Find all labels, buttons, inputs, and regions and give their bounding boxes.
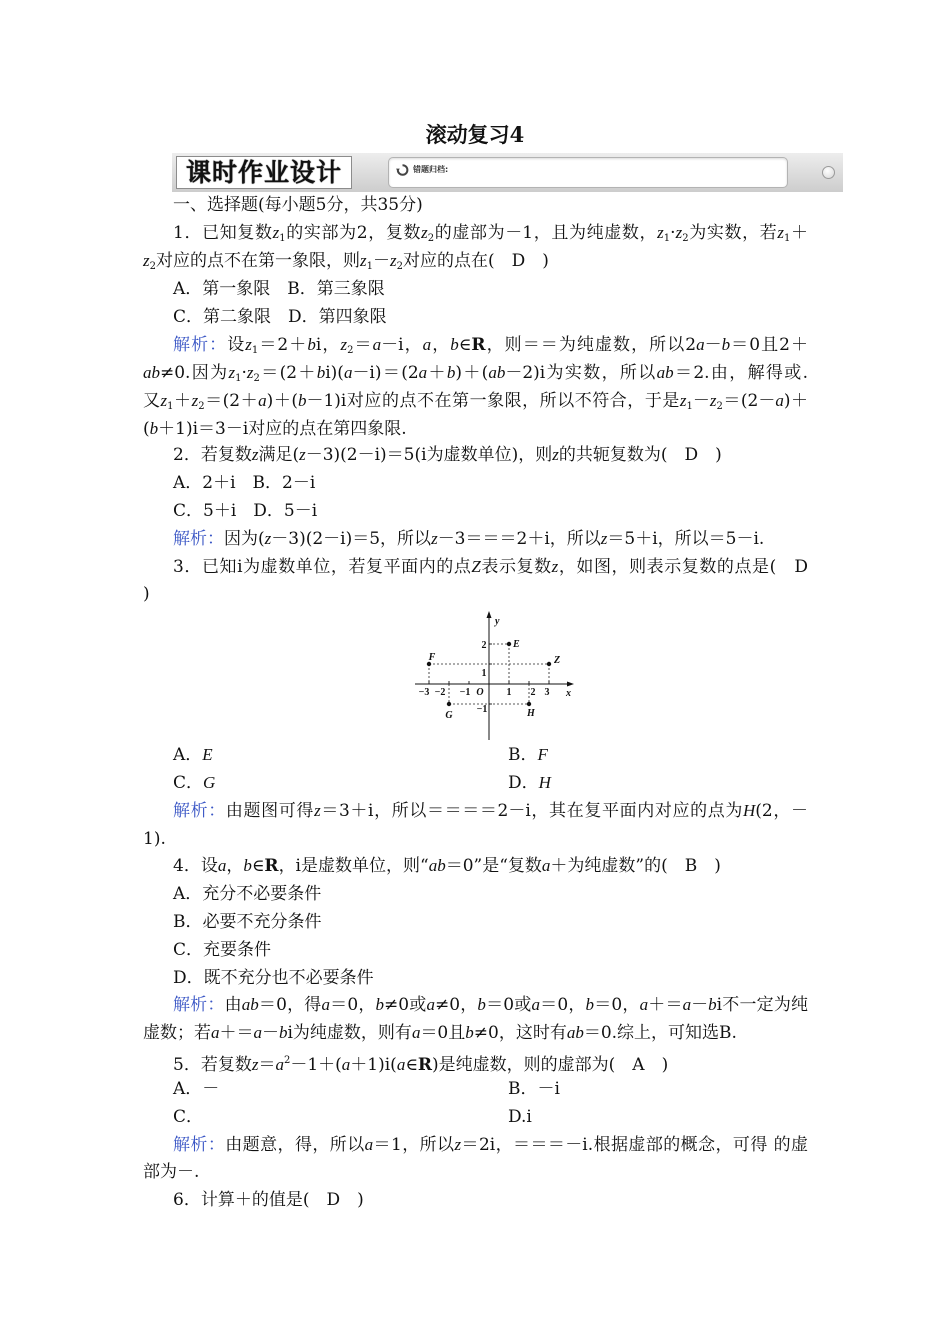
text-run: b [297, 391, 307, 410]
question-4-option-c [173, 940, 271, 960]
text-run: － [691, 995, 709, 1015]
x-tick-label: 2 [530, 687, 536, 698]
text-run: z [246, 363, 254, 382]
question-4-option-b [173, 912, 322, 932]
text-run: B．必要不充分条件 [173, 912, 322, 932]
x-tick-label: 1 [506, 687, 512, 698]
text-run: F [537, 745, 548, 764]
text-run: ≠0或 [384, 995, 427, 1015]
text-run: 由题图可得 [225, 801, 315, 821]
text-run: ∈ [251, 856, 265, 876]
point-h-label: H [527, 708, 535, 719]
text-run: b [375, 995, 385, 1014]
text-run: ＝0， [329, 995, 376, 1015]
text-run: ≠0， [434, 995, 478, 1015]
text-run: C． [173, 1107, 204, 1127]
text-run: C．第二象限 D．第四象限 [173, 307, 387, 327]
text-run: 的共轭复数为( D ) [558, 445, 722, 465]
text-run: 1．已知复数 [173, 223, 273, 243]
text-run: z [551, 557, 559, 576]
text-run: z [272, 223, 280, 242]
text-run: ，如图，则表示复数的点是( D [558, 557, 808, 577]
question-3-line [173, 557, 808, 577]
text-run: a [396, 1055, 406, 1074]
x-tick-label: 3 [544, 687, 550, 698]
analysis-1-line [173, 335, 808, 361]
text-run: z [143, 251, 150, 270]
banner-heading: 课时作业设计 [176, 156, 352, 189]
text-run: 1 [279, 233, 286, 244]
text-run: ＝0， [539, 995, 586, 1015]
text-run: 2 [716, 401, 723, 412]
question-1-options [173, 279, 385, 299]
text-run: ab [241, 995, 259, 1014]
analysis-4-line [173, 995, 808, 1015]
y-tick-label: 2 [481, 640, 487, 651]
text-run: · [241, 363, 247, 383]
text-run: ＝0或 [485, 995, 532, 1015]
text-run: 的虚部为－1，且为纯虚数， [434, 223, 658, 243]
text-run: ＝(2＋ [204, 391, 259, 411]
text-run: a [422, 335, 432, 354]
point-e-label: E [513, 639, 520, 650]
text-run: a [418, 363, 428, 382]
text-run: z [657, 223, 664, 242]
archive-label: 错题归档: [413, 165, 449, 174]
text-run: － [373, 251, 390, 271]
text-run: 满足( [258, 445, 300, 465]
text-run: 虚数；若 [143, 1023, 211, 1043]
text-run: ，则＝＝为纯虚数，所以2 [485, 335, 697, 355]
text-run: ( [143, 419, 150, 439]
text-run: ) [143, 584, 150, 604]
text-run: a [775, 391, 784, 410]
text-run: b [450, 335, 459, 354]
text-run: ≠0，这时有 [473, 1023, 567, 1043]
text-run: 2 [682, 233, 689, 244]
text-run: － [692, 391, 710, 411]
text-run: a [321, 995, 330, 1014]
text-run: a [217, 856, 227, 875]
question-3-line [143, 584, 150, 604]
text-run: i， [315, 335, 341, 355]
text-run: z [251, 1055, 259, 1074]
text-run: D． [508, 773, 539, 793]
text-run: i不一定为纯 [716, 995, 809, 1015]
question-4-line [173, 856, 721, 876]
page-title: 滚动复习4 [425, 122, 525, 147]
text-run: R [471, 335, 486, 355]
text-run: Z [471, 557, 481, 576]
text-run: i为纯虚数，则有 [287, 1023, 412, 1043]
text-run: z [431, 529, 438, 548]
text-run: z [777, 223, 784, 242]
analysis-3-line [173, 801, 808, 821]
text-run: R [264, 856, 279, 876]
text-run: a [211, 1023, 220, 1042]
point-h [527, 702, 531, 706]
text-run: z [228, 363, 236, 382]
question-2-line [173, 445, 722, 465]
text-run: －i， [381, 335, 423, 355]
text-run: ＋为纯虚数”的( B ) [550, 856, 721, 876]
text-run: b [585, 995, 595, 1014]
point-z [547, 662, 551, 666]
point-g-label: G [445, 710, 453, 721]
text-run: ＝0， [594, 995, 640, 1015]
question-1-options [173, 307, 387, 327]
text-run: z [191, 391, 199, 410]
text-run: A．－ [173, 1079, 220, 1099]
text-run: 2．若复数 [173, 445, 252, 465]
text-run: H [743, 801, 756, 820]
text-run: ab [488, 363, 506, 382]
text-run: (2，－ [755, 801, 809, 821]
text-run: ab [566, 1023, 584, 1042]
x-axis-label: x [566, 688, 571, 699]
text-run: ＋1)i＝3－i对应的点在第四象限. [158, 419, 407, 439]
x-axis-arrow [567, 682, 574, 687]
text-run: ＝2i，＝＝＝－i.根据虚部的概念，可得 的虚 [461, 1135, 809, 1155]
question-3-option-b [508, 745, 548, 765]
origin-label: O [476, 687, 484, 698]
question-3-option-c [173, 773, 215, 793]
text-run: z [264, 529, 272, 548]
question-5-option-d [508, 1107, 532, 1127]
text-run: A． [173, 745, 203, 765]
section-heading [173, 195, 423, 215]
text-run: ＋ [427, 363, 447, 383]
text-run: G [203, 773, 216, 792]
text-run: z [299, 445, 306, 464]
text-run: 1 [235, 373, 242, 384]
text-run: C． [173, 773, 204, 793]
text-run: a [341, 1055, 351, 1074]
text-run: －i)＝(2 [352, 363, 419, 383]
text-run: －3＝＝＝2＋i，所以 [437, 529, 601, 549]
text-run: ＝1，所以 [373, 1135, 455, 1155]
text-run: )是纯虚数，则的虚部为( A ) [432, 1055, 669, 1075]
text-run: ＝0且2＋ [730, 335, 809, 355]
text-run: b [316, 363, 326, 382]
text-run: C．充要条件 [173, 940, 272, 960]
text-run: 3．已知i为虚数单位，若复平面内的点 [173, 557, 472, 577]
text-run: 2 [347, 345, 354, 356]
question-4-option-d [173, 968, 374, 988]
text-run: b [465, 1023, 474, 1042]
text-run: ＝ [258, 1055, 276, 1075]
text-run: B． [508, 745, 538, 765]
point-z-label: Z [554, 655, 561, 666]
text-run: ＝5＋i，所以＝5－i. [607, 529, 765, 549]
text-run: 1 [783, 233, 791, 244]
y-axis-label: y [495, 616, 500, 627]
text-run: －1)i对应的点不在第一象限，所以不符合，于是 [306, 391, 680, 411]
text-run: 5．若复数 [173, 1055, 252, 1075]
circle-icon [822, 166, 835, 179]
text-run: ＝0”是“复数 [445, 856, 542, 876]
question-2-options [173, 501, 317, 521]
analysis-1-line [143, 391, 808, 417]
text-run: D.i [508, 1107, 532, 1127]
text-run: 2 [427, 233, 435, 244]
analysis-4-line [143, 1023, 737, 1043]
text-run: 2 [198, 401, 205, 412]
text-run: 又 [143, 391, 161, 411]
text-run: 表示复数 [480, 557, 552, 577]
text-run: 对应的点不在第一象限，则 [156, 251, 360, 271]
text-run: b [477, 995, 486, 1014]
text-run: B．－i [508, 1079, 560, 1099]
text-run: z [454, 1135, 462, 1154]
question-3-option-d [508, 773, 551, 793]
analysis-1-line [143, 363, 808, 389]
text-run: 因为( [224, 529, 265, 549]
question-2-options [173, 473, 315, 493]
text-run: z [251, 445, 259, 464]
text-run: 由 [224, 995, 242, 1015]
text-run: ≠0.因为 [160, 363, 229, 383]
text-run: b [243, 856, 252, 875]
text-run: z [421, 223, 428, 242]
text-run: ， [226, 856, 244, 876]
text-run: a [639, 995, 649, 1014]
text-run: 4．设 [173, 856, 218, 876]
text-run: a [411, 1023, 421, 1042]
text-run: ＝0，得 [258, 995, 322, 1015]
text-run: 1 [686, 401, 693, 412]
text-run: ＝2.由，解得或. [673, 363, 809, 383]
text-run: ＝(2＋ [259, 363, 317, 383]
analysis-label: 解析： [173, 1135, 226, 1155]
text-run: ＋ [173, 391, 192, 411]
text-run: ab [143, 363, 160, 382]
text-run: 由题意，得，所以 [225, 1135, 365, 1155]
text-run: ， [431, 335, 451, 355]
text-run: ＋＝ [219, 1023, 254, 1043]
analysis-1-line [143, 419, 407, 439]
text-run: －1＋( [290, 1055, 342, 1075]
text-run: 为实数，若 [688, 223, 778, 243]
text-run: A．充分不必要条件 [173, 884, 322, 904]
text-run: C．5＋i D．5－i [173, 501, 318, 521]
text-run: ∈ [458, 335, 472, 355]
text-run: z [245, 335, 252, 354]
y-tick-label: 1 [481, 668, 487, 679]
complex-plane-figure [410, 608, 580, 742]
text-run: 1 [366, 261, 373, 272]
text-run: a [682, 995, 692, 1014]
analysis-5-line [173, 1135, 808, 1155]
point-f-label: F [428, 652, 436, 663]
text-run: a [258, 391, 267, 410]
text-run: － [262, 1023, 279, 1043]
text-run: a [696, 335, 705, 354]
text-run: ＋＝ [648, 995, 683, 1015]
point-g [447, 702, 451, 706]
text-run: z [709, 391, 717, 410]
analysis-label: 解析： [173, 529, 224, 549]
text-run: 2 [396, 261, 403, 272]
text-run: a [531, 995, 540, 1014]
text-run: 一、选择题(每小题5分，共35分) [173, 195, 423, 215]
text-run: 1 [167, 401, 174, 412]
analysis-3-line [143, 829, 166, 849]
analysis-label: 解析： [173, 335, 228, 355]
text-run: ＝ [353, 335, 373, 355]
text-run: ab [656, 363, 674, 382]
question-4-option-a [173, 884, 321, 904]
text-run: z [360, 251, 367, 270]
text-run: ＋ [790, 223, 808, 243]
analysis-5-line [143, 1162, 199, 1182]
text-run: z [340, 335, 348, 354]
text-run: z [390, 251, 397, 270]
text-run: ∈ [405, 1055, 418, 1075]
text-run: 6．计算＋的值是( D ) [173, 1190, 364, 1210]
section-banner [172, 153, 843, 192]
text-run: z [600, 529, 608, 548]
text-run: )＋( [266, 391, 298, 411]
text-run: ＝0且 [420, 1023, 466, 1043]
analysis-2-line [173, 529, 764, 549]
text-run: －3)(2－i)＝5，所以 [271, 529, 432, 549]
text-run: ＝(2－ [722, 391, 776, 411]
text-run: 2 [253, 373, 260, 384]
error-archive-field [388, 157, 788, 188]
question-3-option-a [173, 745, 213, 765]
text-run: R [417, 1055, 433, 1075]
text-run: －3)(2－i)＝5(i为虚数单位)，则 [305, 445, 553, 465]
y-tick-label: −1 [476, 704, 488, 715]
text-run: 2 [283, 1055, 291, 1066]
question-1-line [173, 223, 808, 249]
archive-icon [396, 164, 409, 176]
text-run: a [275, 1055, 284, 1074]
text-run: 1 [251, 345, 259, 356]
text-run: A．第一象限 B．第三象限 [173, 279, 385, 299]
text-run: 对应的点在( D ) [403, 251, 549, 271]
text-run: a [253, 1023, 262, 1042]
text-run: z [552, 445, 559, 464]
text-run: a [364, 1135, 374, 1154]
x-tick-label: −2 [434, 687, 446, 698]
text-run: a [372, 335, 382, 354]
analysis-label: 解析： [173, 801, 226, 821]
text-run: － [704, 335, 722, 355]
text-run: )＋( [455, 363, 489, 383]
text-run: E [202, 745, 213, 764]
text-run: A．2＋i B．2－i [173, 473, 316, 493]
text-run: －2)i为实数，所以 [505, 363, 657, 383]
text-run: ，i是虚数单位，则“ [278, 856, 429, 876]
text-run: H [538, 773, 551, 792]
text-run: b [149, 419, 159, 438]
text-run: 1). [143, 829, 166, 849]
text-run: 2 [149, 261, 156, 272]
text-run: z [675, 223, 683, 242]
text-run: b [279, 1023, 288, 1042]
text-run: )＋ [783, 391, 809, 411]
text-run: i)( [325, 363, 344, 383]
text-run: 1 [663, 233, 671, 244]
question-1-line [143, 251, 549, 277]
text-run: a [343, 363, 353, 382]
question-5-line [173, 1051, 668, 1075]
text-run: ＋1)i( [350, 1055, 397, 1075]
question-5-option-c [173, 1107, 203, 1127]
y-axis-arrow [487, 611, 492, 618]
text-run: 的实部为2，复数 [285, 223, 422, 243]
analysis-label: 解析： [173, 995, 225, 1015]
point-e [507, 642, 511, 646]
text-run: z [314, 801, 321, 820]
text-run: z [160, 391, 168, 410]
text-run: ab [428, 856, 446, 875]
text-run: b [708, 995, 717, 1014]
text-run: b [721, 335, 731, 354]
text-run: a [541, 856, 551, 875]
text-run: ＝3＋i，所以＝＝＝＝2－i，其在复平面内对应的点为 [320, 801, 744, 821]
text-run: b [446, 363, 456, 382]
x-tick-label: −1 [459, 687, 471, 698]
text-run: z [679, 391, 687, 410]
text-run: · [670, 223, 676, 243]
text-run: a [426, 995, 435, 1014]
question-5-option-a [173, 1079, 219, 1099]
question-5-option-b [508, 1079, 560, 1099]
text-run: 设 [227, 335, 246, 355]
question-6-line [173, 1190, 364, 1210]
text-run: ＝2＋ [258, 335, 308, 355]
text-run: b [307, 335, 316, 354]
text-run: ＝0.综上，可知选B. [583, 1023, 737, 1043]
text-run: 部为－. [143, 1162, 200, 1182]
x-tick-label: −3 [418, 687, 430, 698]
text-run: D．既不充分也不必要条件 [173, 968, 374, 988]
